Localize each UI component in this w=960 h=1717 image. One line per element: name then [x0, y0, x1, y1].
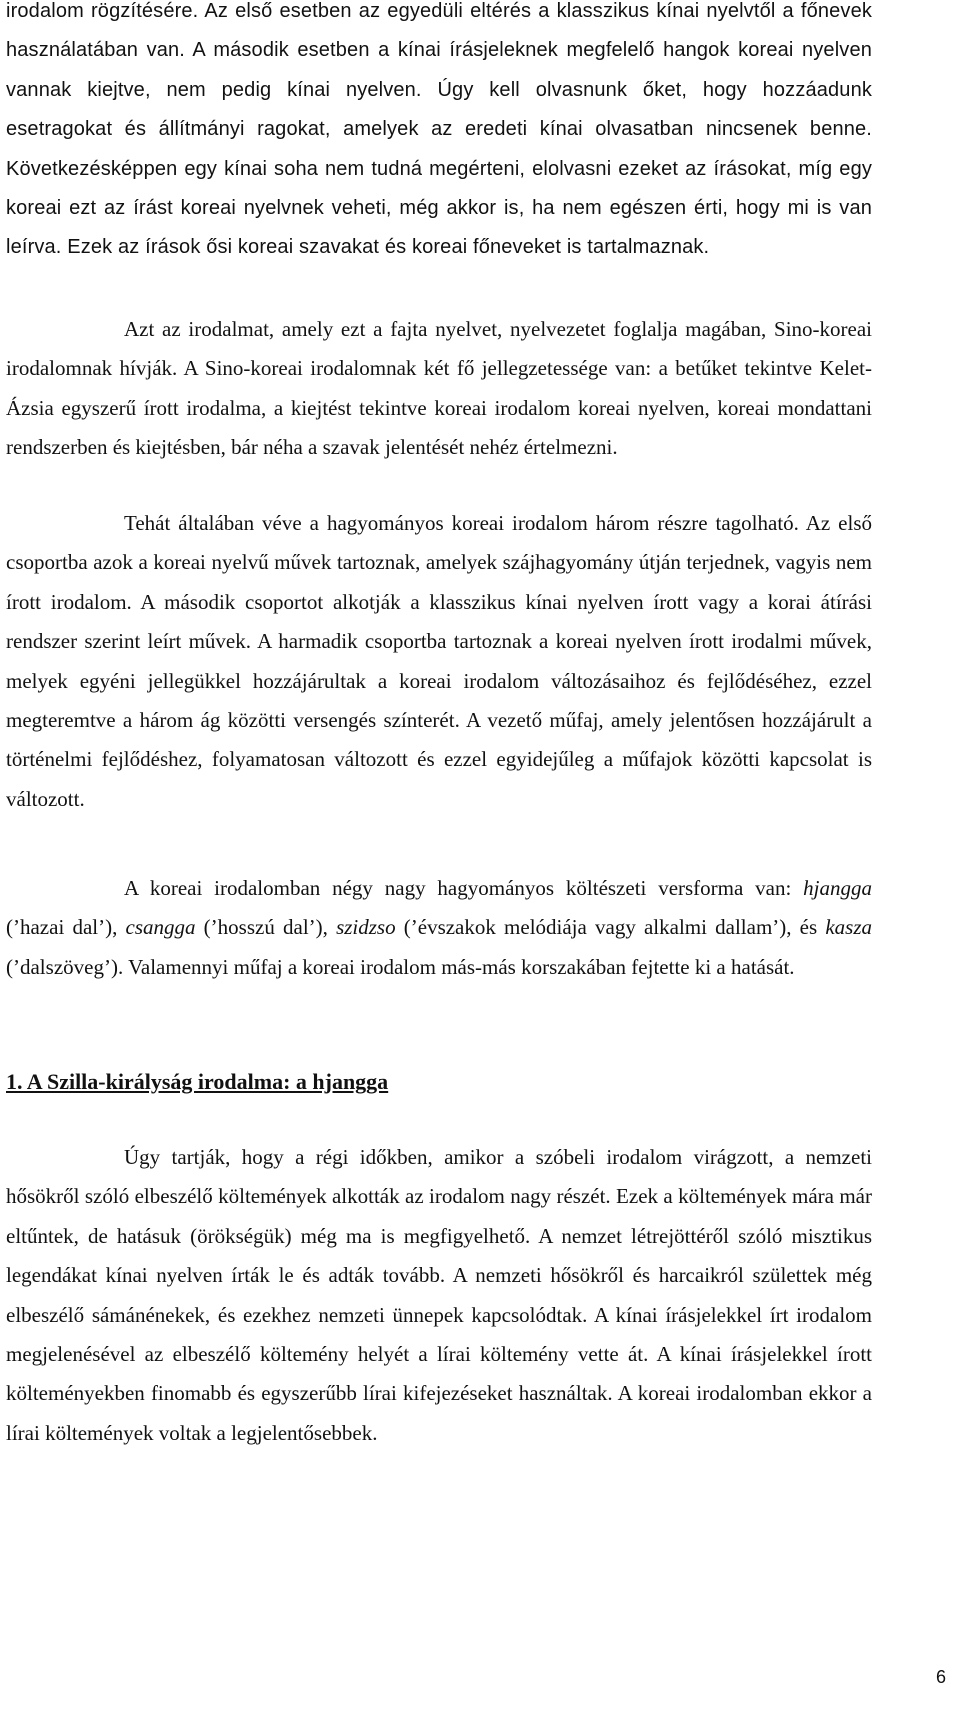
genre-term-hjangga: hjangga	[803, 876, 872, 900]
genre-term-csangga: csangga	[125, 915, 196, 940]
paragraph-4-text-2: (’hazai dal’),	[6, 915, 126, 940]
paragraph-5: Úgy tartják, hogy a régi időkben, amikor a szóbeli irodalom virágzott, a nemzeti hősökről szóló elbeszélő költemények alkották az irodalom nagy részét. Ezek a költemények mára már eltűntek, de hatásuk (örökségük) még ma is megfigyelhető. A nemzet létrejöttéről szóló misztikus legendákat kínai nyelven írták le és adták tovább. A nemzeti hősökről és harcaikról születtek még elbeszélő sámánénekek, és ezekhez nemzeti ünnepek kapcsolódtak. A kínai írásjelekkel írt irodalom megjelenésével az elbeszélő költemény helyét a lírai költemény vette át. A kínai írásjelekkel írott költeményekben finomabb és egyszerűbb lírai kifejezéseket használtak. A koreai irodalomban ekkor a lírai költemények voltak a legjelentősebbek.	[6, 1145, 872, 1445]
paragraph-4-text-1: A koreai irodalomban négy nagy hagyományos költészeti versforma van:	[124, 876, 804, 900]
genre-term-szidzso: szidzso	[336, 915, 396, 940]
paragraph-4	[6, 869, 872, 987]
paragraph-4-text-3: (’hosszú dal’),	[195, 915, 337, 940]
paragraph-1: irodalom rögzítésére. Az első esetben az egyedüli eltérés a klasszikus kínai nyelvtől a főnevek használatában van. A második esetben a kínai írásjeleknek megfelelő hangok koreai nyelven vannak kiejtve, nem pedig kínai nyelven. Úgy kell olvasnunk őket, hogy hozzáadunk esetragokat és állítmányi ragokat, amelyek az eredeti kínai olvasatban nincsenek benne. Következésképpen egy kínai soha nem tudná megérteni, elolvasni ezeket az írásokat, míg egy koreai ezt az írást koreai nyelvnek veheti, még akkor is, ha nem egészen érti, hogy mi is van leírva. Ezek az írások ősi koreai szavakat és koreai főneveket is tartalmaznak.	[6, 0, 872, 259]
page-number: 6	[935, 1667, 946, 1687]
section-heading: 1. A Szilla-királyság irodalma: a hjangga	[6, 1069, 389, 1094]
paragraph-2: Azt az irodalmat, amely ezt a fajta nyelvet, nyelvezetet foglalja magában, Sino-koreai irodalomnak hívják. A Sino-koreai irodalomnak két fő jellegzetessége van: a betűket tekintve Kelet-Ázsia egyszerű írott irodalma, a kiejtést tekintve koreai irodalom koreai nyelven, koreai mondattani rendszerben és kiejtésben, bár néha a szavak jelentését nehéz értelmezni.	[6, 317, 872, 460]
paragraph-4-text-5: (’dalszöveg’). Valamennyi műfaj a koreai irodalom más-más korszakában fejtette ki a hatását.	[6, 954, 795, 979]
paragraph-3: Tehát általában véve a hagyományos koreai irodalom három részre tagolható. Az első csoportba azok a koreai nyelvű művek tartoznak, amelyek szájhagyomány útján terjednek, vagyis nem írott irodalom. A második csoportot alkotják a klasszikus kínai nyelven írott vagy a korai átírási rendszer szerint leírt művek. A harmadik csoportba tartoznak a koreai nyelven írott irodalmi művek, melyek egyéni jellegükkel hozzájárultak a koreai irodalom változásaihoz és fejlődéséhez, ezzel megteremtve a három ág közötti versengés színterét. A vezető műfaj, amely jelentősen hozzájárult a történelmi fejlődéshez, folyamatosan változott és ezzel egyidejűleg a műfajok közötti kapcsolat is változott.	[6, 511, 872, 811]
paragraph-4-text-4: (’évszakok melódiája vagy alkalmi dallam’), és	[395, 915, 826, 940]
genre-term-kasza: kasza	[825, 915, 873, 940]
